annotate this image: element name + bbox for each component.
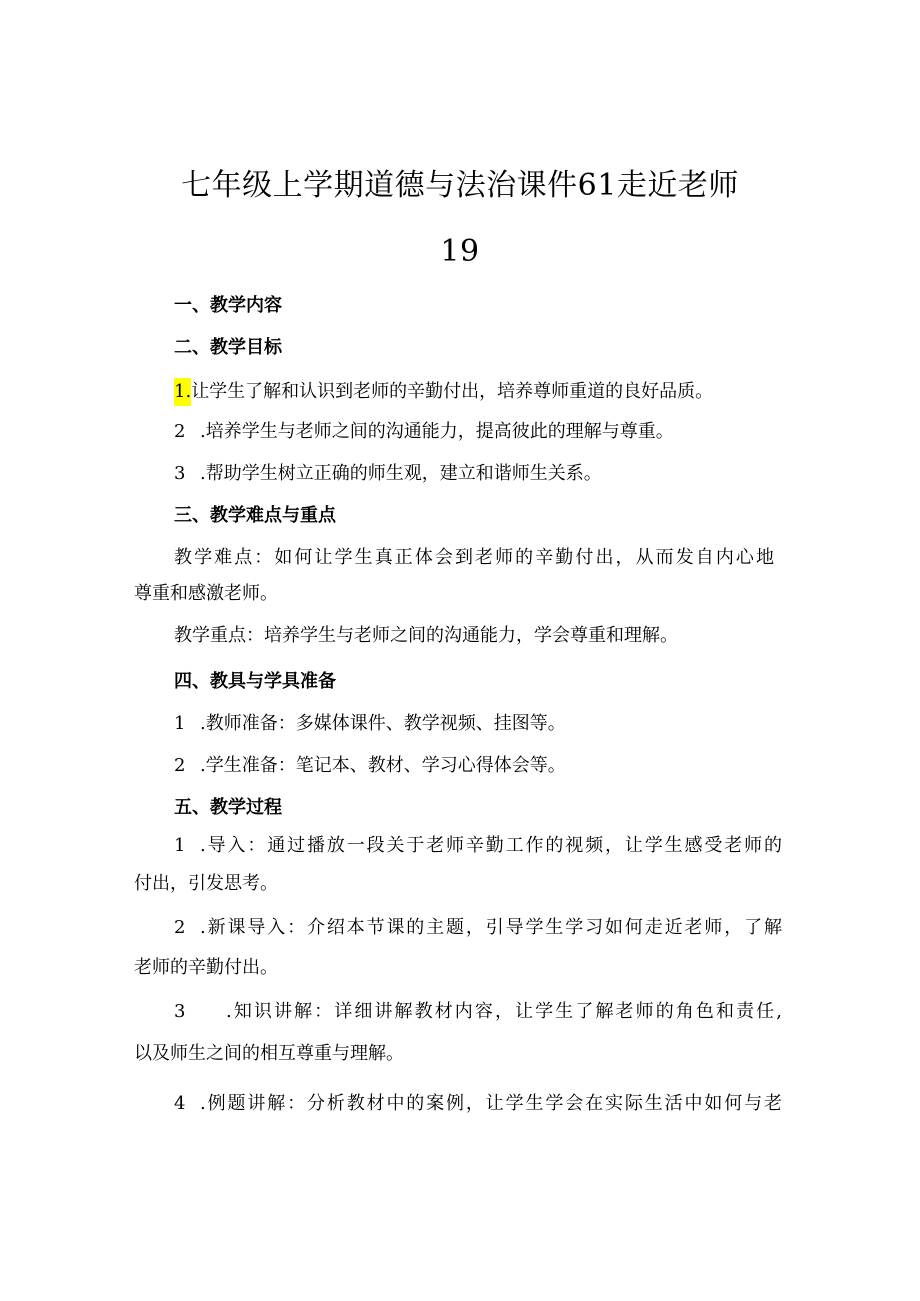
process-number: 2	[174, 917, 186, 938]
goal-number: 3	[174, 463, 186, 484]
prep-item	[174, 712, 566, 736]
process-text: .新课导入：介绍本节课的主题，引导学生学习如何走近老师，了解	[200, 917, 782, 938]
goal-number: 2	[174, 421, 186, 442]
process-item	[174, 1092, 782, 1116]
prep-number: 2	[174, 755, 186, 776]
process-text-continued: 以及师生之间的相互尊重与理解。	[134, 1043, 404, 1064]
process-item	[174, 916, 782, 940]
section-heading-content: 一、教学内容	[174, 295, 282, 316]
prep-text: .学生准备：笔记本、教材、学习心得体会等。	[200, 755, 566, 776]
goal-text: .培养学生与老师之间的沟通能力，提高彼此的理解与尊重。	[200, 421, 674, 442]
prep-item	[174, 754, 566, 778]
process-number: 3	[174, 1001, 186, 1022]
goal-item	[174, 462, 602, 486]
prep-number: 1	[174, 713, 186, 734]
document-title: 七年级上学期道德与法治课件61走近老师	[181, 168, 739, 203]
process-text: .例题讲解：分析教材中的案例，让学生学会在实际生活中如何与老	[200, 1093, 782, 1114]
process-item	[174, 834, 782, 858]
difficulty-text-continued: 尊重和感激老师。	[134, 583, 278, 604]
goal-text: .帮助学生树立正确的师生观，建立和谐师生关系。	[200, 463, 602, 484]
process-number: 1	[174, 835, 186, 856]
document-title-continued: 19	[440, 234, 480, 269]
difficulty-text: 教学难点：如何让学生真正体会到老师的辛勤付出，从而发自内心地	[174, 547, 774, 568]
section-heading-process: 五、教学过程	[174, 797, 282, 818]
process-text: .知识讲解：详细讲解教材内容，让学生了解老师的角色和责任,	[226, 1001, 782, 1022]
process-text: .导入：通过播放一段关于老师辛勤工作的视频，让学生感受老师的	[200, 835, 782, 856]
section-heading-goals: 二、教学目标	[174, 337, 282, 358]
goal-item	[174, 378, 713, 406]
goal-item	[174, 420, 674, 444]
prep-text: .教师准备：多媒体课件、教学视频、挂图等。	[200, 713, 566, 734]
process-number: 4	[174, 1093, 186, 1114]
section-heading-preparation: 四、教具与学具准备	[174, 671, 336, 692]
process-item	[174, 1000, 782, 1024]
process-text-continued: 付出，引发思考。	[134, 873, 278, 894]
goal-number-highlighted: 1.	[174, 378, 191, 406]
section-heading-difficulty: 三、教学难点与重点	[174, 505, 336, 526]
process-text-continued: 老师的辛勤付出。	[134, 957, 278, 978]
key-point-text: 教学重点：培养学生与老师之间的沟通能力，学会尊重和理解。	[174, 625, 678, 646]
goal-text: 让学生了解和认识到老师的辛勤付出，培养尊师重道的良好品质。	[191, 381, 714, 402]
